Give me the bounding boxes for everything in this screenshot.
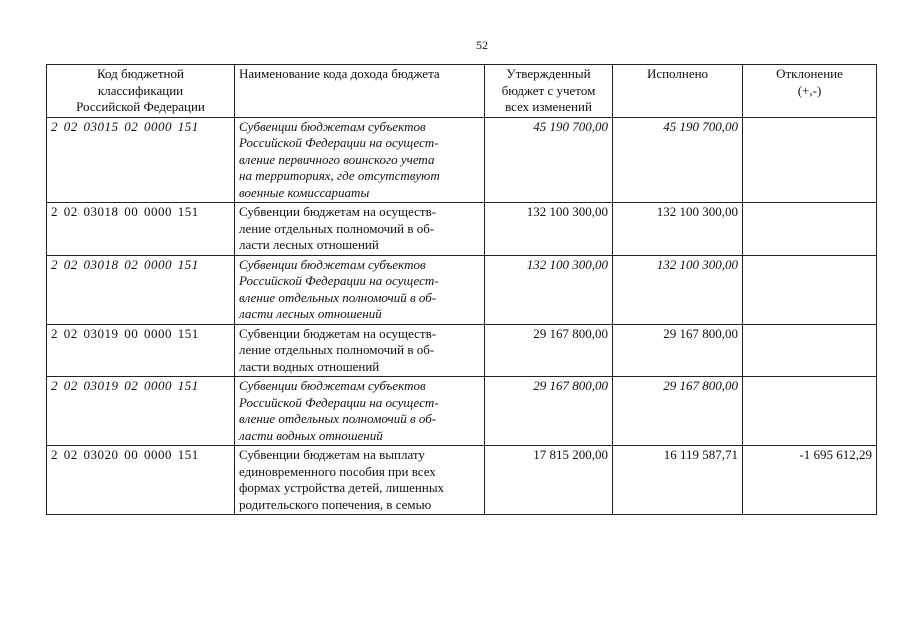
table-row bbox=[47, 117, 877, 203]
row-code: 2 02 03020 00 0000 151 bbox=[47, 446, 235, 515]
row-name: Субвенции бюджетам на выплату единовременного пособия при всех формах устройства детей, лишенных родительского попечения, в семью bbox=[235, 446, 485, 515]
row-approved: 17 815 200,00 bbox=[485, 446, 613, 515]
table-row bbox=[47, 377, 877, 446]
row-approved: 132 100 300,00 bbox=[485, 203, 613, 256]
row-approved: 132 100 300,00 bbox=[485, 255, 613, 324]
row-name: Субвенции бюджетам субъектов Российской Федерации на осущест- вление первичного воинского учета на территориях, где отсутствуют военные комиссариаты bbox=[235, 117, 485, 203]
row-name: Субвенции бюджетам на осуществ- ление отдельных полномочий в об- ласти лесных отношений bbox=[235, 203, 485, 256]
row-deviation bbox=[743, 324, 877, 377]
row-executed: 132 100 300,00 bbox=[613, 203, 743, 256]
row-deviation bbox=[743, 117, 877, 203]
row-approved: 29 167 800,00 bbox=[485, 377, 613, 446]
row-executed: 29 167 800,00 bbox=[613, 324, 743, 377]
header-executed: Исполнено bbox=[613, 65, 743, 118]
row-executed: 132 100 300,00 bbox=[613, 255, 743, 324]
row-name: Субвенции бюджетам субъектов Российской Федерации на осущест- вление отдельных полномочий в об- ласти водных отношений bbox=[235, 377, 485, 446]
row-deviation bbox=[743, 255, 877, 324]
table-row bbox=[47, 446, 877, 515]
header-deviation: Отклонение (+,-) bbox=[743, 65, 877, 118]
row-deviation: -1 695 612,29 bbox=[743, 446, 877, 515]
page-number: 52 bbox=[476, 38, 488, 52]
table-row bbox=[47, 324, 877, 377]
row-code: 2 02 03018 02 0000 151 bbox=[47, 255, 235, 324]
row-code: 2 02 03018 00 0000 151 bbox=[47, 203, 235, 256]
row-executed: 45 190 700,00 bbox=[613, 117, 743, 203]
header-approved: Утвержденный бюджет с учетом всех изменений bbox=[485, 65, 613, 118]
header-row bbox=[47, 65, 877, 118]
row-executed: 29 167 800,00 bbox=[613, 377, 743, 446]
row-code: 2 02 03015 02 0000 151 bbox=[47, 117, 235, 203]
row-deviation bbox=[743, 377, 877, 446]
budget-execution-table bbox=[46, 64, 877, 515]
row-code: 2 02 03019 00 0000 151 bbox=[47, 324, 235, 377]
header-name: Наименование кода дохода бюджета bbox=[235, 65, 485, 118]
row-name: Субвенции бюджетам субъектов Российской Федерации на осущест- вление отдельных полномочий в об- ласти лесных отношений bbox=[235, 255, 485, 324]
table-row bbox=[47, 203, 877, 256]
row-name: Субвенции бюджетам на осуществ- ление отдельных полномочий в об- ласти водных отношений bbox=[235, 324, 485, 377]
row-deviation bbox=[743, 203, 877, 256]
row-approved: 29 167 800,00 bbox=[485, 324, 613, 377]
table-row bbox=[47, 255, 877, 324]
row-code: 2 02 03019 02 0000 151 bbox=[47, 377, 235, 446]
header-code: Код бюджетной классификации Российской Федерации bbox=[47, 65, 235, 118]
row-approved: 45 190 700,00 bbox=[485, 117, 613, 203]
row-executed: 16 119 587,71 bbox=[613, 446, 743, 515]
